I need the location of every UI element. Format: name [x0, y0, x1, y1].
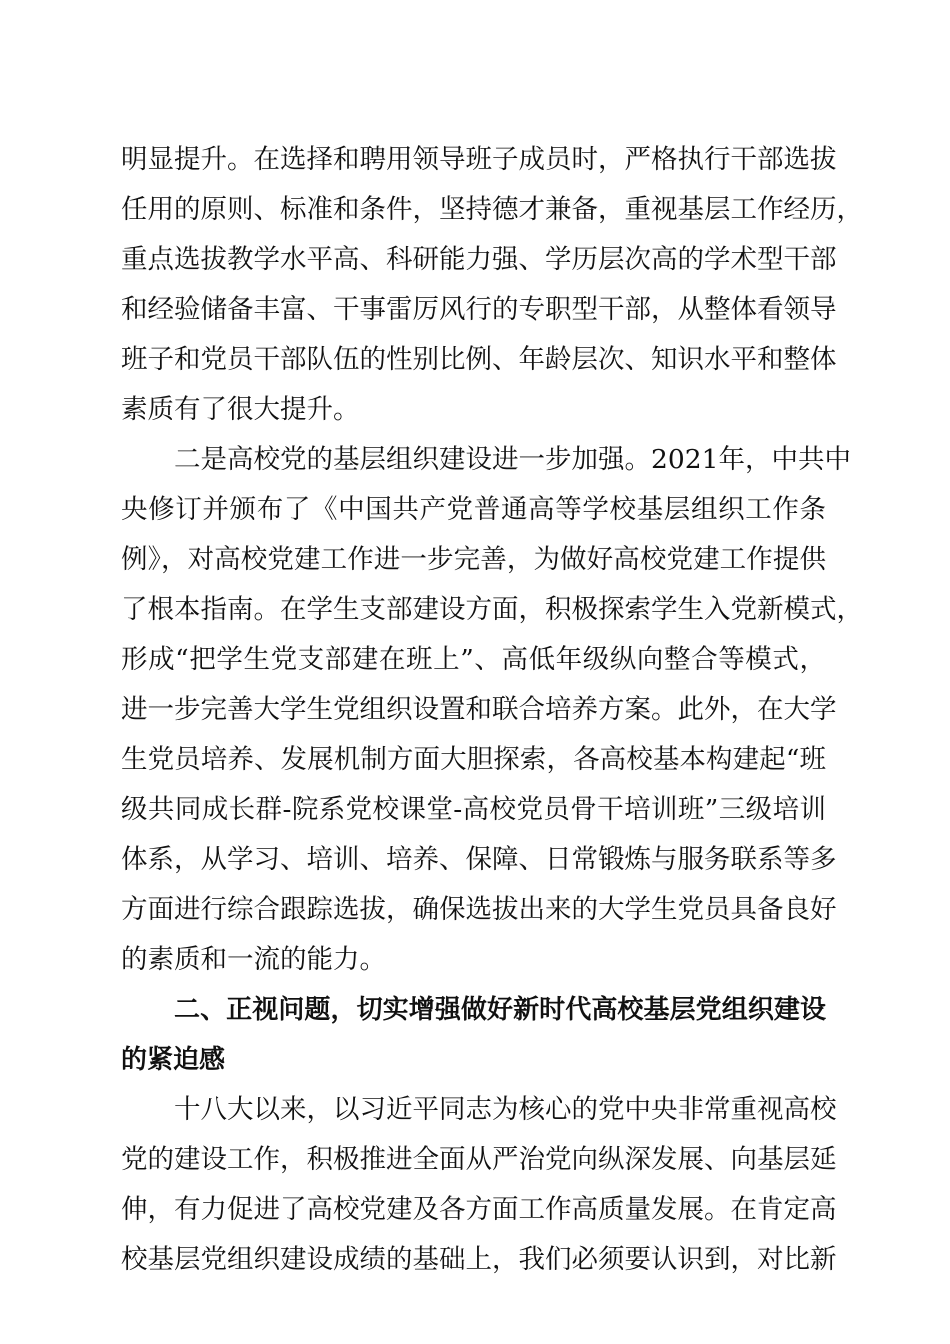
body-text-line: 党的建设工作，积极推进全面从严治党向纵深发展、向基层延	[121, 1144, 837, 1175]
body-text-line: 级共同成长群-院系党校课堂-高校党员骨干培训班”三级培训	[121, 794, 826, 825]
paragraph-first-line: 二是高校党的基层组织建设进一步加强。2021年，中共中	[174, 444, 851, 475]
body-text-line: 重点选拔教学水平高、科研能力强、学历层次高的学术型干部	[121, 244, 837, 275]
body-text-line: 校基层党组织建设成绩的基础上，我们必须要认识到，对比新	[121, 1244, 837, 1275]
body-text-line: 和经验储备丰富、干事雷厉风行的专职型干部，从整体看领导	[121, 294, 837, 325]
body-text-line: 伸，有力促进了高校党建及各方面工作高质量发展。在肯定高	[121, 1194, 837, 1225]
body-text-line: 素质有了很大提升。	[121, 394, 360, 425]
body-text-line: 例》，对高校党建工作进一步完善，为做好高校党建工作提供	[121, 544, 826, 575]
body-text-line: 了根本指南。在学生支部建设方面，积极探索学生入党新模式，	[121, 594, 863, 625]
section-heading: 二、正视问题，切实增强做好新时代高校基层党组织建设	[174, 995, 826, 1025]
body-text-line: 形成“把学生党支部建在班上”、高低年级纵向整合等模式，	[121, 644, 826, 675]
body-text-line: 央修订并颁布了《中国共产党普通高等学校基层组织工作条	[121, 494, 826, 525]
section-heading-continued: 的紧迫感	[121, 1045, 226, 1075]
body-text-line: 体系，从学习、培训、培养、保障、日常锻炼与服务联系等多	[121, 844, 837, 875]
body-text-line: 明显提升。在选择和聘用领导班子成员时，严格执行干部选拔	[121, 144, 837, 175]
body-text-line: 任用的原则、标准和条件，坚持德才兼备，重视基层工作经历，	[121, 194, 863, 225]
body-text-line: 生党员培养、发展机制方面大胆探索，各高校基本构建起“班	[121, 744, 826, 775]
body-text-line: 方面进行综合跟踪选拔，确保选拔出来的大学生党员具备良好	[121, 894, 837, 925]
paragraph-first-line: 十八大以来，以习近平同志为核心的党中央非常重视高校	[174, 1094, 837, 1125]
body-text-line: 进一步完善大学生党组织设置和联合培养方案。此外，在大学	[121, 694, 837, 725]
body-text-line: 班子和党员干部队伍的性别比例、年龄层次、知识水平和整体	[121, 344, 837, 375]
body-text-line: 的素质和一流的能力。	[121, 944, 386, 975]
